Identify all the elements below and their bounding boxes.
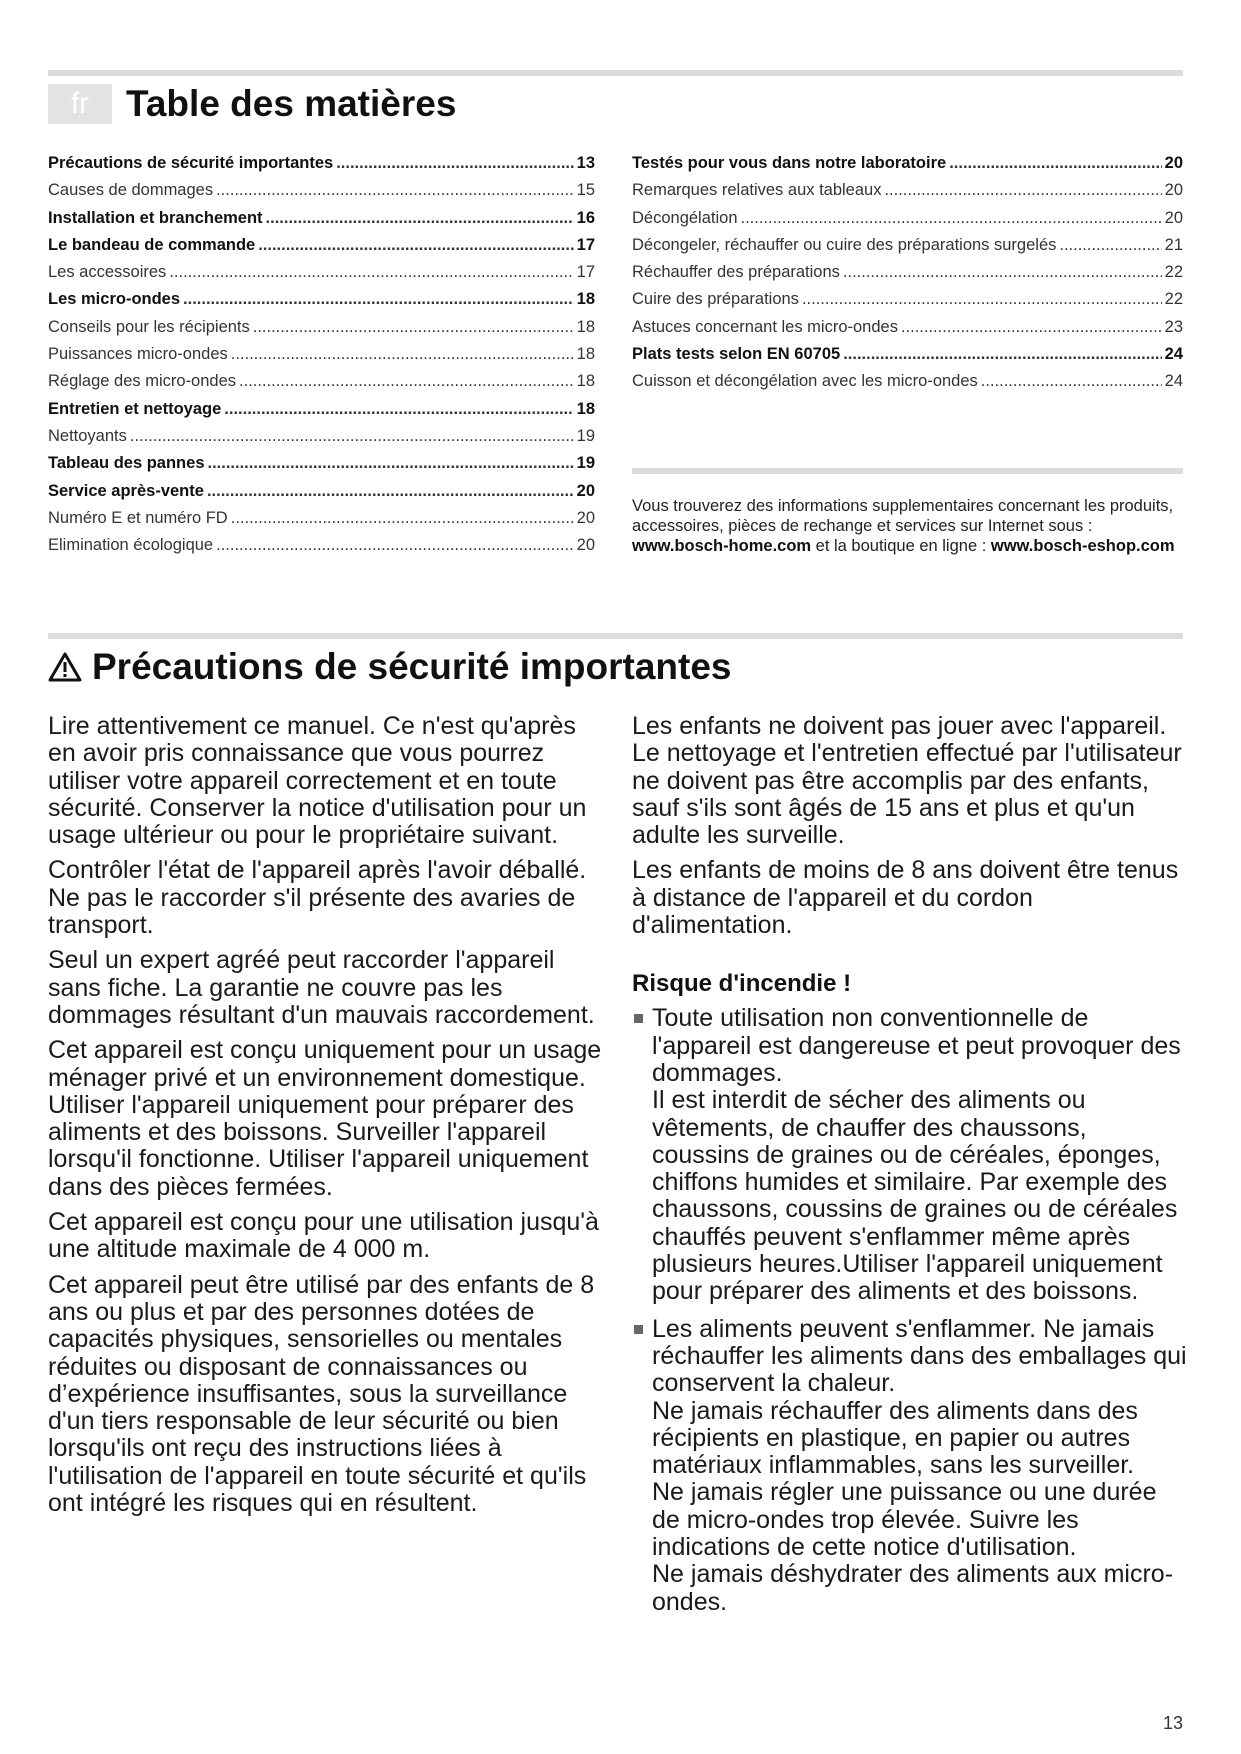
toc-entry[interactable]: Service après-vente ..... 20 (48, 478, 595, 505)
toc-entry[interactable]: Les accessoires ..... 17 (48, 259, 595, 286)
toc-entry[interactable]: Les micro-ondes ..... 18 (48, 286, 595, 313)
paragraph: Cet appareil est conçu pour une utilisation jusqu'à une altitude maximale de 4 000 m. (48, 1208, 599, 1264)
toc-entry[interactable]: Numéro E et numéro FD ..... 20 (48, 505, 595, 532)
toc-entry[interactable]: Conseils pour les récipients ..... 18 (48, 314, 595, 341)
toc-left-column (48, 150, 595, 559)
top-divider (48, 70, 1183, 76)
bullet-item: Les aliments peuvent s'enflammer. Ne jamais réchauffer les aliments dans des emballages qui conservent la chaleur. Ne jamais réchauffer des aliments dans des récipients en plastique, en papier ou autres matériaux inflammables, sans les surveiller. Ne jamais régler une puissance ou une durée de micro-ondes trop élevée. Suivre les indications de cette notice d'utilisation. Ne jamais déshydrater des aliments aux micro-ondes. (632, 1316, 1187, 1616)
paragraph: Contrôler l'état de l'appareil après l'avoir déballé. Ne pas le raccorder s'il présente des avaries de transport. (48, 856, 587, 940)
toc-entry[interactable]: Réglage des micro-ondes ..... 18 (48, 368, 595, 395)
toc-title: Table des matières (126, 83, 457, 124)
toc-entry[interactable]: Testés pour vous dans notre laboratoire ..... 20 (632, 150, 1183, 177)
page-number: 13 (1162, 1713, 1183, 1733)
toc-right-column (632, 150, 1183, 396)
toc-entry[interactable]: Réchauffer des préparations ..... 22 (632, 259, 1183, 286)
bullet-item: Toute utilisation non conventionnelle de l'appareil est dangereuse et peut provoquer des dommages. Il est interdit de sécher des aliments ou vêtements, de chauffer des chaussons, coussins de graines ou de céréales, éponges, chiffons humides et similaire. Par exemple des chaussons, coussins de graines ou de céréales chauffés peuvent s'enflammer même après plusieurs heures.Utiliser l'appareil uniquement pour préparer des aliments et des boissons. (632, 1005, 1187, 1305)
paragraph: Cet appareil peut être utilisé par des enfants de 8 ans ou plus et par des personnes dotées de capacités physiques, sensorielles ou mentales réduites ou disposant de connaissances ou d’expérience insuffisantes, sous la surveillance d'un tiers responsable de leur sécurité ou bien lorsqu'ils ont reçu des instructions liées à l'utilisation de l'appareil en toute sécurité et qu'ils ont intégré les risques qui en résultent. (48, 1270, 595, 1518)
section-divider (48, 633, 1183, 639)
bullet-square-icon (634, 1014, 643, 1023)
toc-entry[interactable]: Entretien et nettoyage ..... 18 (48, 396, 595, 423)
toc-entry[interactable]: Tableau des pannes ..... 19 (48, 450, 595, 477)
toc-entry[interactable]: Précautions de sécurité importantes ..... 13 (48, 150, 595, 177)
toc-entry[interactable]: Cuire des préparations ..... 22 (632, 286, 1183, 313)
bosch-home-link[interactable]: www.bosch-home.com (632, 537, 812, 555)
toc-entry[interactable]: Décongeler, réchauffer ou cuire des préparations surgelés ..... 21 (632, 232, 1183, 259)
toc-entry[interactable]: Cuisson et décongélation avec les micro-ondes ..... 24 (632, 368, 1183, 395)
paragraph: Cet appareil est conçu uniquement pour un usage ménager privé et un environnement domestique. Utiliser l'appareil uniquement pour préparer des aliments et des boissons. Surveiller l'appareil lorsqu'il fonctionne. Utiliser l'appareil uniquement dans des pièces fermées. (48, 1036, 602, 1201)
paragraph: Les enfants ne doivent pas jouer avec l'appareil. Le nettoyage et l'entretien effectué par l'utilisateur ne doivent pas être accomplis par des enfants, sauf s'ils sont âgés de 15 ans et plus et qu'un adulte les surveille. (632, 712, 1182, 850)
paragraph: Les enfants de moins de 8 ans doivent être tenus à distance de l'appareil et du cordon d'alimentation. (632, 856, 1179, 940)
bosch-eshop-link[interactable]: www.bosch-eshop.com (990, 537, 1175, 555)
toc-entry[interactable]: Plats tests selon EN 60705 ..... 24 (632, 341, 1183, 368)
toc-entry[interactable]: Nettoyants ..... 19 (48, 423, 595, 450)
toc-entry[interactable]: Puissances micro-ondes ..... 18 (48, 341, 595, 368)
info-divider (632, 468, 1183, 474)
toc-entry[interactable]: Remarques relatives aux tableaux ..... 20 (632, 177, 1183, 204)
warning-triangle-icon (48, 651, 82, 683)
toc-entry[interactable]: Décongélation ..... 20 (632, 205, 1183, 232)
safety-left-column (48, 713, 603, 1525)
fire-risk-heading: Risque d'incendie ! (632, 970, 852, 998)
toc-entry[interactable]: Astuces concernant les micro-ondes ..... 23 (632, 314, 1183, 341)
safety-right-column (632, 713, 1187, 1626)
toc-entry[interactable]: Elimination écologique ..... 20 (48, 532, 595, 559)
bullet-square-icon (634, 1325, 643, 1334)
paragraph: Lire attentivement ce manuel. Ce n'est qu'après en avoir pris connaissance que vous pourrez utiliser votre appareil correctement et en toute sécurité. Conserver la notice d'utilisation pour un usage ultérieur ou pour le propriétaire suivant. (48, 712, 587, 850)
paragraph: Seul un expert agréé peut raccorder l'appareil sans fiche. La garantie ne couvre pas les dommages résultant d'un mauvais raccordement. (48, 946, 595, 1029)
online-info: Vous trouverez des informations supplementaires concernant les produits, accessoires, pièces de rechange et services sur Internet sous : www.bosch-home.com et la boutique en ligne : www.bosch-eshop.com (632, 497, 1175, 555)
safety-section-title: Précautions de sécurité importantes (48, 643, 731, 691)
toc-entry[interactable]: Causes de dommages ..... 15 (48, 177, 595, 204)
toc-entry[interactable]: Installation et branchement ..... 16 (48, 205, 595, 232)
language-tag: fr (48, 84, 112, 124)
toc-entry[interactable]: Le bandeau de commande ..... 17 (48, 232, 595, 259)
